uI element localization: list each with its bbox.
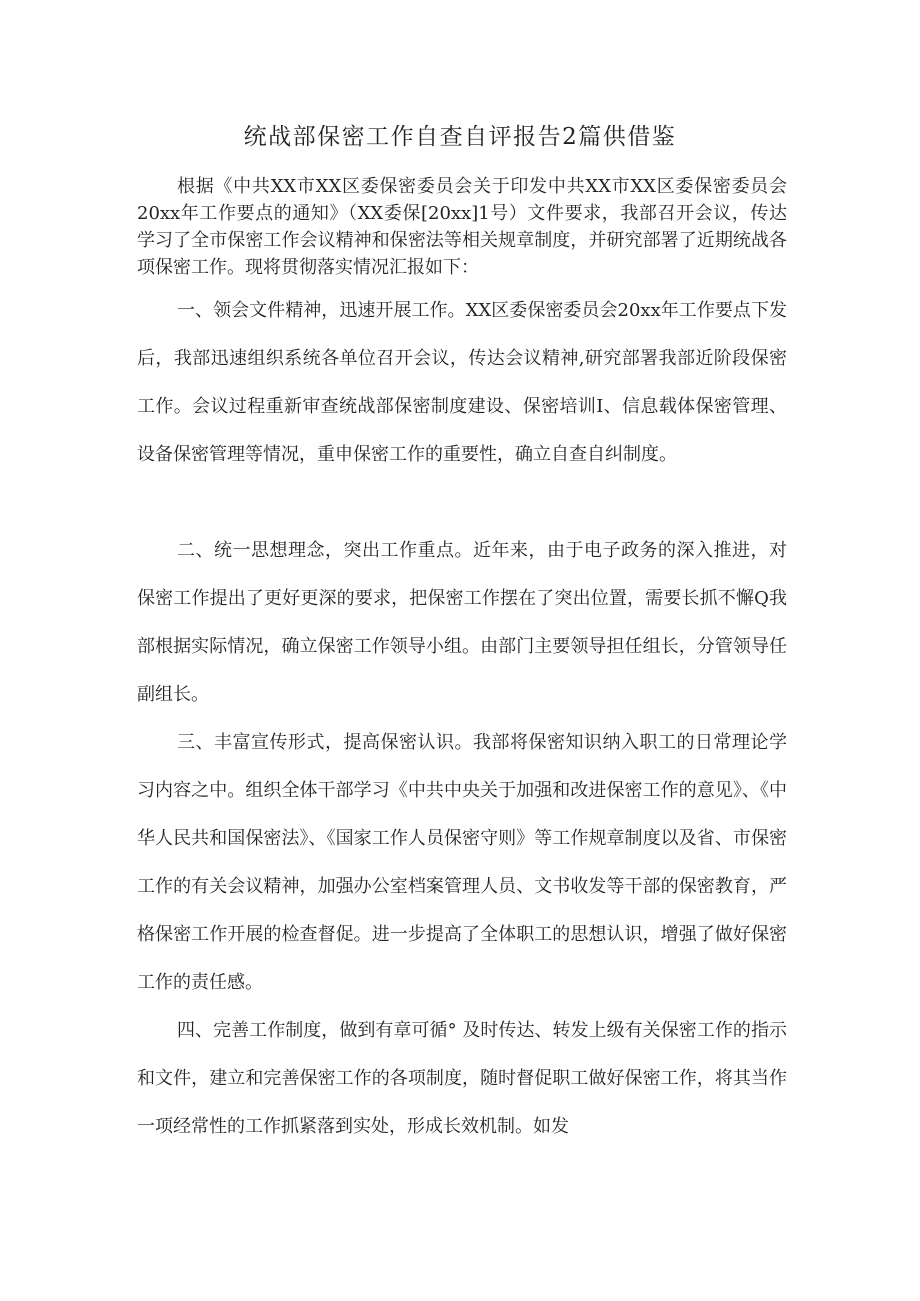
document-title: 统战部保密工作自查自评报告2篇供借鉴 [243,124,677,150]
paragraph-2: 二、统一思想理念，突出工作重点。近年来，由于电子政务的深入推进，对保密工作提出了更好更深的要求，把保密工作摆在了突出位置，需要长抓不懈Q我部根据实际情况，确立保密工作领导小组。由部门主要领导担任组长，分管领导任副组长。 [137,540,787,705]
paragraph-3: 三、丰富宣传形式，提高保密认识。我部将保密知识纳入职工的日常理论学习内容之中。组织全体干部学习《中共中央关于加强和改进保密工作的意见》、《中华人民共和国保密法》、《国家工作人员保密守则》等工作规章制度以及省、市保密工作的有关会议精神，加强办公室档案管理人员、文书收发等干部的保密教育，严格保密工作开展的检查督促。进一步提高了全体职工的思想认识，增强了做好保密工作的责任感。 [137,732,787,993]
intro-paragraph: 根据《中共XX市XX区委保密委员会关于印发中共XX市XX区委保密委员会20xx年工作要点的通知》（XX委保[20xx]1号）文件要求，我部召开会议，传达学习了全市保密工作会议精神和保密法等相关规章制度，并研究部署了近期统战各项保密工作。现将贯彻落实情况汇报如下： [137,176,787,278]
paragraph-4: 四、完善工作制度，做到有章可循° 及时传达、转发上级有关保密工作的指示和文件，建立和完善保密工作的各项制度，随时督促职工做好保密工作，将其当作一项经常性的工作抓紧落到实处，形成长效机制。如发 [137,1020,787,1137]
paragraph-1: 一、领会文件精神，迅速开展工作。XX区委保密委员会20xx年工作要点下发后，我部迅速组织系统各单位召开会议，传达会议精神,研究部署我部近阶段保密工作。会议过程重新审查统战部保密制度建设、保密培训I、信息载体保密管理、设备保密管理等情况，重申保密工作的重要性，确立自查自纠制度。 [137,300,787,465]
